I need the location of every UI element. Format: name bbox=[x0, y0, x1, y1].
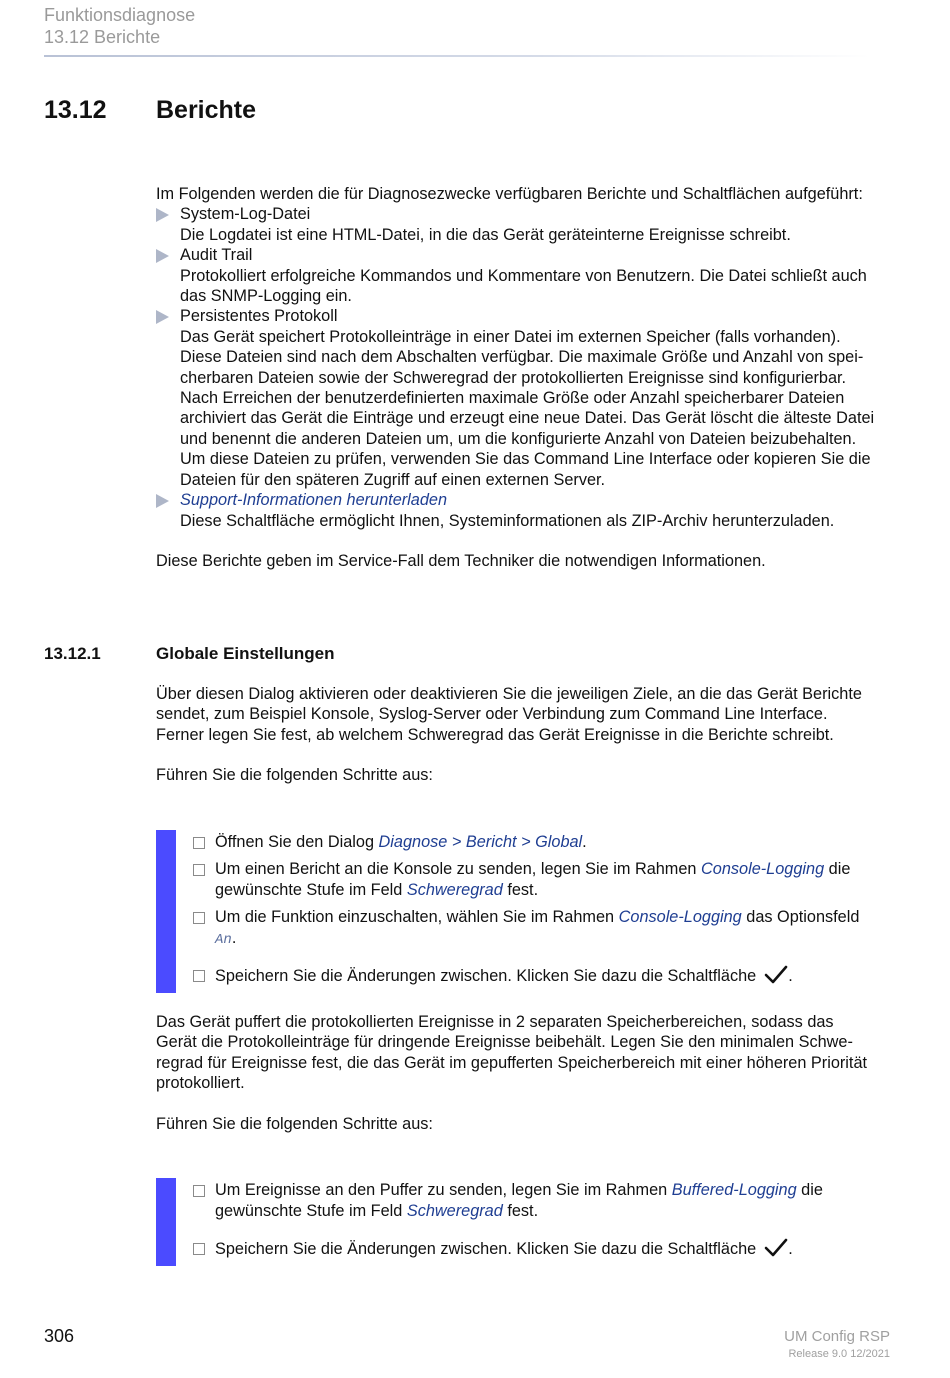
step-text: gewünschte Stufe im Feld bbox=[215, 1202, 407, 1220]
item-text: Dateien für den späteren Zugriff auf einen externen Server. bbox=[180, 470, 606, 489]
list-item-persistent-log bbox=[156, 306, 896, 490]
step-text: fest. bbox=[502, 1202, 539, 1220]
checkmark-icon bbox=[764, 1238, 788, 1264]
step-text: gewünschte Stufe im Feld bbox=[215, 881, 407, 899]
step-text: Speichern Sie die Änderungen zwischen. Klicken Sie dazu die Schaltfläche bbox=[215, 1240, 757, 1258]
paragraph-line: Das Gerät puffert die protokollierten Ereignisse in 2 separaten Speicherbereichen, sodass das bbox=[156, 1013, 834, 1031]
step-console-enable bbox=[193, 907, 893, 951]
section-number: 13.12 bbox=[44, 96, 107, 124]
item-text: Die Logdatei ist eine HTML-Datei, in die das Gerät geräteinterne Ereignisse schreibt. bbox=[180, 225, 791, 244]
subsection-title: Globale Einstellungen bbox=[156, 644, 335, 663]
item-title: System-Log-Datei bbox=[180, 205, 311, 224]
checkbox-icon[interactable] bbox=[193, 912, 205, 924]
item-title: Persistentes Protokoll bbox=[180, 307, 338, 326]
step-open-dialog bbox=[193, 832, 893, 853]
paragraph-line: Über diesen Dialog aktivieren oder deaktivieren Sie die jeweiligen Ziele, an die das Gerät Berichte bbox=[156, 685, 862, 703]
item-text: Protokolliert erfolgreiche Kommandos und Kommentare von Benutzern. Die Datei schließt auch bbox=[180, 266, 867, 285]
header-rule bbox=[44, 55, 870, 57]
triangle-bullet-icon bbox=[156, 208, 169, 222]
step-text: die bbox=[824, 860, 851, 878]
item-text: archiviert das Gerät die Einträge und erzeugt eine neue Datei. Das Gerät löscht die älteste Datei bbox=[180, 409, 875, 428]
frame-name: Buffered-Logging bbox=[671, 1181, 797, 1199]
paragraph-line: Gerät die Protokolleinträge für dringende Ereignisse beibehält. Legen Sie den minimalen Schwe- bbox=[156, 1033, 853, 1052]
subsection-number: 13.12.1 bbox=[44, 644, 101, 663]
footer-release: Release 9.0 12/2021 bbox=[788, 1348, 890, 1360]
item-text: Diese Schaltfläche ermöglicht Ihnen, Systeminformationen als ZIP-Archiv herunterzuladen. bbox=[180, 511, 835, 530]
reports-list bbox=[156, 184, 896, 571]
step-text: . bbox=[788, 1240, 793, 1258]
checkbox-icon[interactable] bbox=[193, 864, 205, 876]
page-number: 306 bbox=[44, 1326, 75, 1346]
paragraph-line: regrad für Ereignisse fest, die das Gerät im gepufferten Speicherbereich mit einer höheren Priorität bbox=[156, 1053, 868, 1072]
item-text: das SNMP-Logging ein. bbox=[180, 287, 352, 306]
list-item-audit-trail bbox=[156, 245, 896, 306]
paragraph-line: Ferner legen Sie fest, ab welchem Schweregrad das Gerät Ereignisse in die Berichte schreibt. bbox=[156, 725, 834, 744]
frame-name: Console-Logging bbox=[701, 860, 825, 878]
paragraph-line: protokolliert. bbox=[156, 1074, 245, 1093]
field-name: Schweregrad bbox=[406, 1202, 503, 1220]
list-item-support-download bbox=[156, 490, 896, 531]
subsection-intro bbox=[156, 684, 896, 786]
item-text: Nach Erreichen der benutzerdefinierten maximale Größe oder Anzahl speicherbarer Dateien bbox=[180, 389, 845, 408]
step-text: das Optionsfeld bbox=[741, 908, 860, 926]
step-text: . bbox=[582, 833, 587, 851]
intro-text: Im Folgenden werden die für Diagnosezwecke verfügbaren Berichte und Schaltflächen aufgeführt: bbox=[156, 185, 863, 203]
header-section: 13.12 Berichte bbox=[44, 27, 161, 47]
checkbox-icon[interactable] bbox=[193, 1243, 205, 1255]
header-chapter: Funktionsdiagnose bbox=[44, 5, 196, 25]
item-text: und benennt die anderen Dateien um, um die konfigurierte Anzahl von Dateien beizubehalten. bbox=[180, 429, 857, 448]
menu-path[interactable]: Diagnose > Bericht > Global bbox=[378, 833, 583, 851]
frame-name: Console-Logging bbox=[618, 908, 742, 926]
list-item-system-log bbox=[156, 204, 896, 245]
step-console-level bbox=[193, 859, 893, 901]
section-title: Berichte bbox=[156, 96, 257, 124]
step-save-2 bbox=[193, 1238, 893, 1264]
item-text: Diese Dateien sind nach dem Abschalten verfügbar. Die maximale Größe und Anzahl von spei- bbox=[180, 348, 864, 367]
steps-bar bbox=[156, 1178, 176, 1266]
step-text: fest. bbox=[502, 881, 539, 899]
buffer-paragraph bbox=[156, 1012, 896, 1134]
paragraph-line: sendet, zum Beispiel Konsole, Syslog-Server oder Verbindung zum Command Line Interface. bbox=[156, 705, 828, 724]
step-text: Öffnen Sie den Dialog bbox=[215, 833, 379, 851]
step-text: Speichern Sie die Änderungen zwischen. Klicken Sie dazu die Schaltfläche bbox=[215, 967, 757, 985]
checkbox-icon[interactable] bbox=[193, 970, 205, 982]
checkbox-icon[interactable] bbox=[193, 1185, 205, 1197]
step-text: Um einen Bericht an die Konsole zu senden, legen Sie im Rahmen bbox=[215, 860, 702, 878]
field-name: Schweregrad bbox=[406, 881, 503, 899]
triangle-bullet-icon bbox=[156, 494, 169, 508]
step-text: . bbox=[788, 967, 793, 985]
steps-intro: Führen Sie die folgenden Schritte aus: bbox=[156, 1114, 433, 1133]
step-text: . bbox=[231, 929, 237, 947]
running-header bbox=[44, 4, 195, 48]
support-download-link[interactable]: Support-Informationen herunterladen bbox=[180, 491, 448, 510]
item-text: Das Gerät speichert Protokolleinträge in einer Datei im externen Speicher (falls vorhanden). bbox=[180, 327, 841, 346]
summary-text: Diese Berichte geben im Service-Fall dem Techniker die notwendigen Informationen. bbox=[156, 551, 766, 570]
footer-doc-title: UM Config RSP bbox=[784, 1328, 890, 1345]
checkbox-icon[interactable] bbox=[193, 837, 205, 849]
triangle-bullet-icon bbox=[156, 249, 169, 263]
step-buffer-level bbox=[193, 1180, 893, 1222]
steps-bar bbox=[156, 830, 176, 993]
step-text: Um die Funktion einzuschalten, wählen Sie im Rahmen bbox=[215, 908, 619, 926]
step-save-1 bbox=[193, 965, 893, 991]
item-title: Audit Trail bbox=[180, 246, 253, 265]
step-text: Um Ereignisse an den Puffer zu senden, legen Sie im Rahmen bbox=[215, 1181, 672, 1199]
item-text: cherbaren Dateien sowie der Schweregrad der protokollierten Ereignisse sind konfigurierbar. bbox=[180, 368, 847, 387]
steps-intro: Führen Sie die folgenden Schritte aus: bbox=[156, 766, 433, 785]
checkmark-icon bbox=[764, 965, 788, 991]
triangle-bullet-icon bbox=[156, 310, 169, 324]
option-name: An bbox=[215, 932, 232, 948]
item-text: Um diese Dateien zu prüfen, verwenden Sie das Command Line Interface oder kopieren Sie die bbox=[180, 450, 871, 469]
step-text: die bbox=[796, 1181, 823, 1199]
